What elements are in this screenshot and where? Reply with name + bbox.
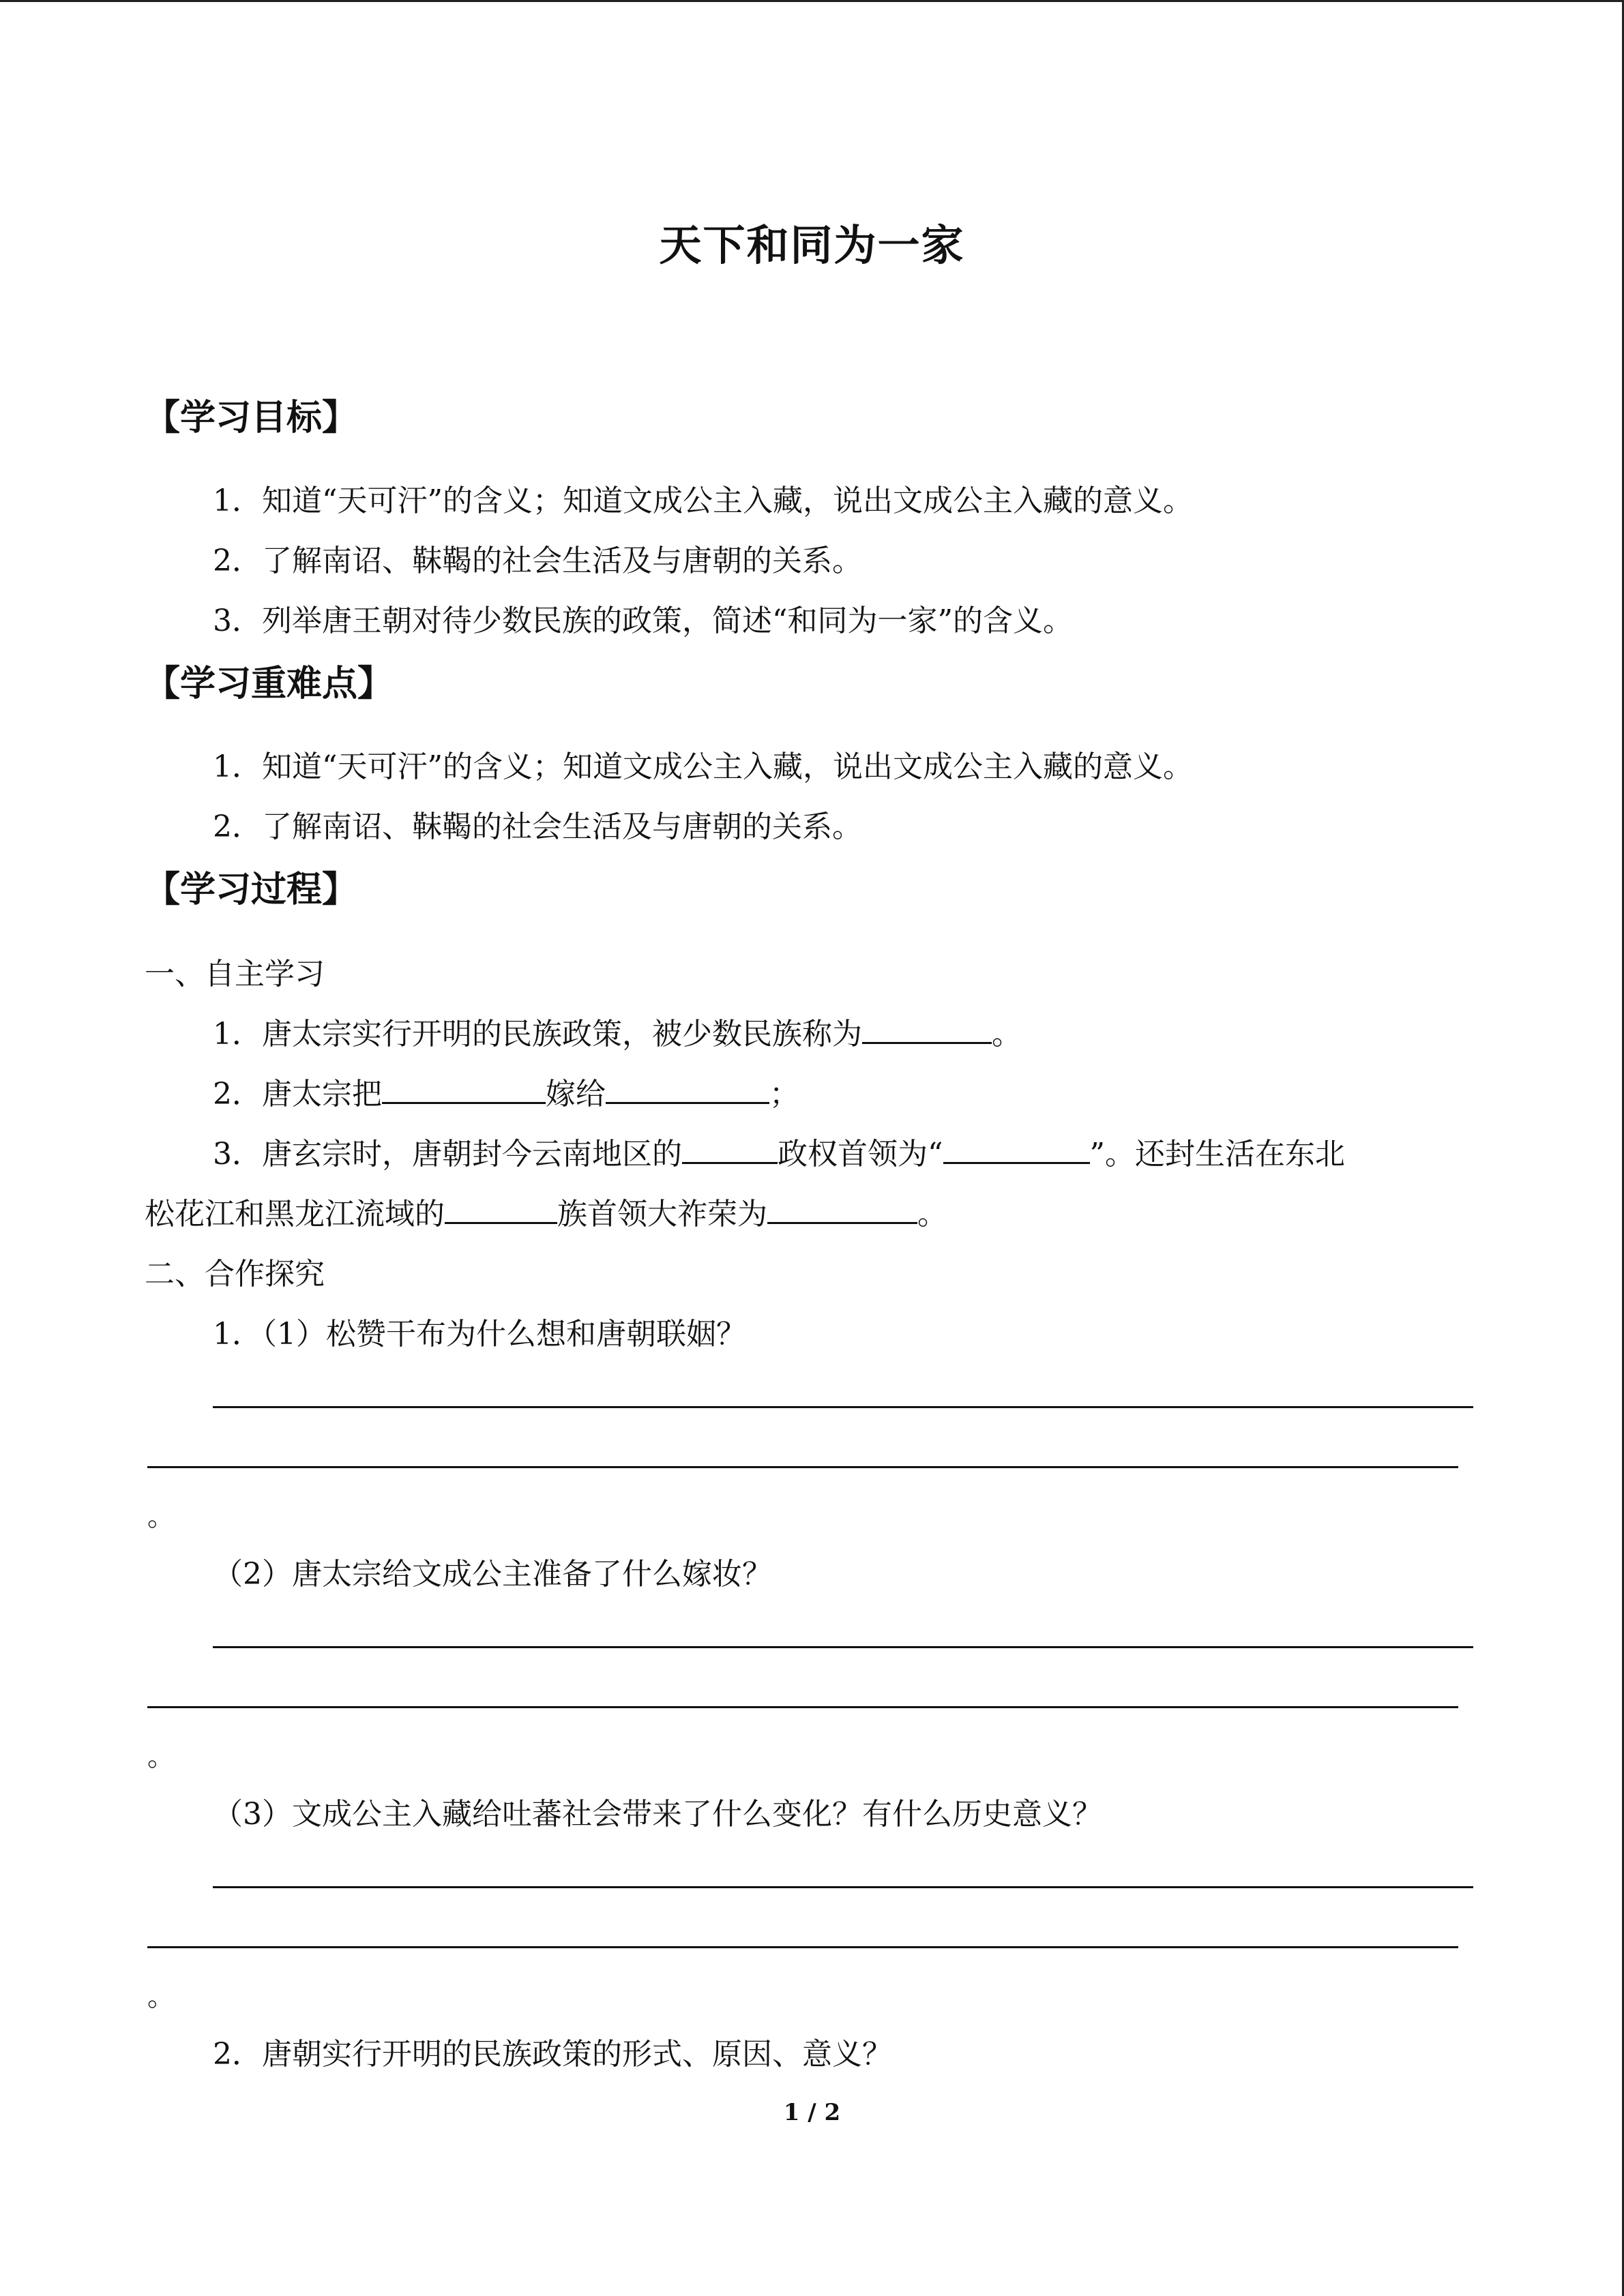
section-heading-process: 【学习过程】 — [145, 869, 358, 910]
end-mark: 。 — [147, 1981, 175, 2012]
self-study-q3-line2 — [145, 1189, 947, 1233]
self-study-q2 — [213, 1069, 799, 1113]
cooperation-heading: 二、合作探究 — [145, 1257, 325, 1292]
page-title: 天下和同为一家 — [659, 220, 965, 270]
q3-text-a: 3．唐玄宗时，唐朝封今云南地区的 — [213, 1137, 682, 1172]
q3-text-e: 族首领大祚荣为 — [557, 1197, 767, 1232]
q3-text-c: ”。还封生活在东北 — [1089, 1137, 1345, 1172]
q1-end: 。 — [992, 1017, 1022, 1052]
q2-text: 2．唐太宗把 — [213, 1077, 382, 1112]
cooperation-q1-1: 1．（1）松赞干布为什么想和唐朝联姻？ — [213, 1317, 746, 1352]
goal-item: 2．了解南诏、靺鞨的社会生活及与唐朝的关系。 — [213, 543, 862, 578]
cooperation-q1-2: （2）唐太宗给文成公主准备了什么嫁妆？ — [213, 1557, 772, 1592]
fill-blank[interactable] — [767, 1195, 917, 1224]
page-number: 1 / 2 — [783, 2099, 841, 2126]
q3-text-f: 。 — [917, 1197, 947, 1232]
answer-line[interactable] — [213, 1886, 1473, 1888]
cooperation-q1-3: （3）文成公主入藏给吐蕃社会带来了什么变化？有什么历史意义？ — [213, 1797, 1102, 1832]
answer-line[interactable] — [147, 1466, 1458, 1468]
answer-line[interactable] — [147, 1946, 1458, 1948]
section-heading-key-points: 【学习重难点】 — [145, 664, 394, 704]
key-point-item: 1．知道“天可汗”的含义；知道文成公主入藏，说出文成公主入藏的意义。 — [213, 749, 1193, 784]
fill-blank[interactable] — [682, 1135, 778, 1164]
fill-blank[interactable] — [862, 1015, 992, 1044]
answer-line[interactable] — [213, 1646, 1473, 1648]
cooperation-q2: 2．唐朝实行开明的民族政策的形式、原因、意义？ — [213, 2037, 892, 2072]
fill-blank[interactable] — [445, 1195, 557, 1224]
end-mark: 。 — [147, 1741, 175, 1772]
goal-item: 3．列举唐王朝对待少数民族的政策，简述“和同为一家”的含义。 — [213, 603, 1073, 638]
section-heading-goals: 【学习目标】 — [145, 398, 358, 438]
self-study-q1 — [213, 1009, 1022, 1053]
self-study-heading: 一、自主学习 — [145, 957, 325, 992]
fill-blank[interactable] — [943, 1135, 1090, 1164]
q3-text-b: 政权首领为“ — [778, 1137, 943, 1172]
key-point-item: 2．了解南诏、靺鞨的社会生活及与唐朝的关系。 — [213, 809, 862, 844]
answer-line[interactable] — [147, 1706, 1458, 1708]
q2-mid: 嫁给 — [546, 1077, 606, 1112]
fill-blank[interactable] — [606, 1075, 769, 1104]
q3-text-d: 松花江和黑龙江流域的 — [145, 1197, 445, 1232]
fill-blank[interactable] — [382, 1075, 546, 1104]
end-mark: 。 — [147, 1501, 175, 1532]
q1-text: 1．唐太宗实行开明的民族政策，被少数民族称为 — [213, 1017, 862, 1052]
answer-line[interactable] — [213, 1406, 1473, 1408]
q2-end: ； — [769, 1077, 799, 1112]
goal-item: 1．知道“天可汗”的含义；知道文成公主入藏，说出文成公主入藏的意义。 — [213, 483, 1193, 518]
self-study-q3-line1 — [213, 1129, 1345, 1173]
